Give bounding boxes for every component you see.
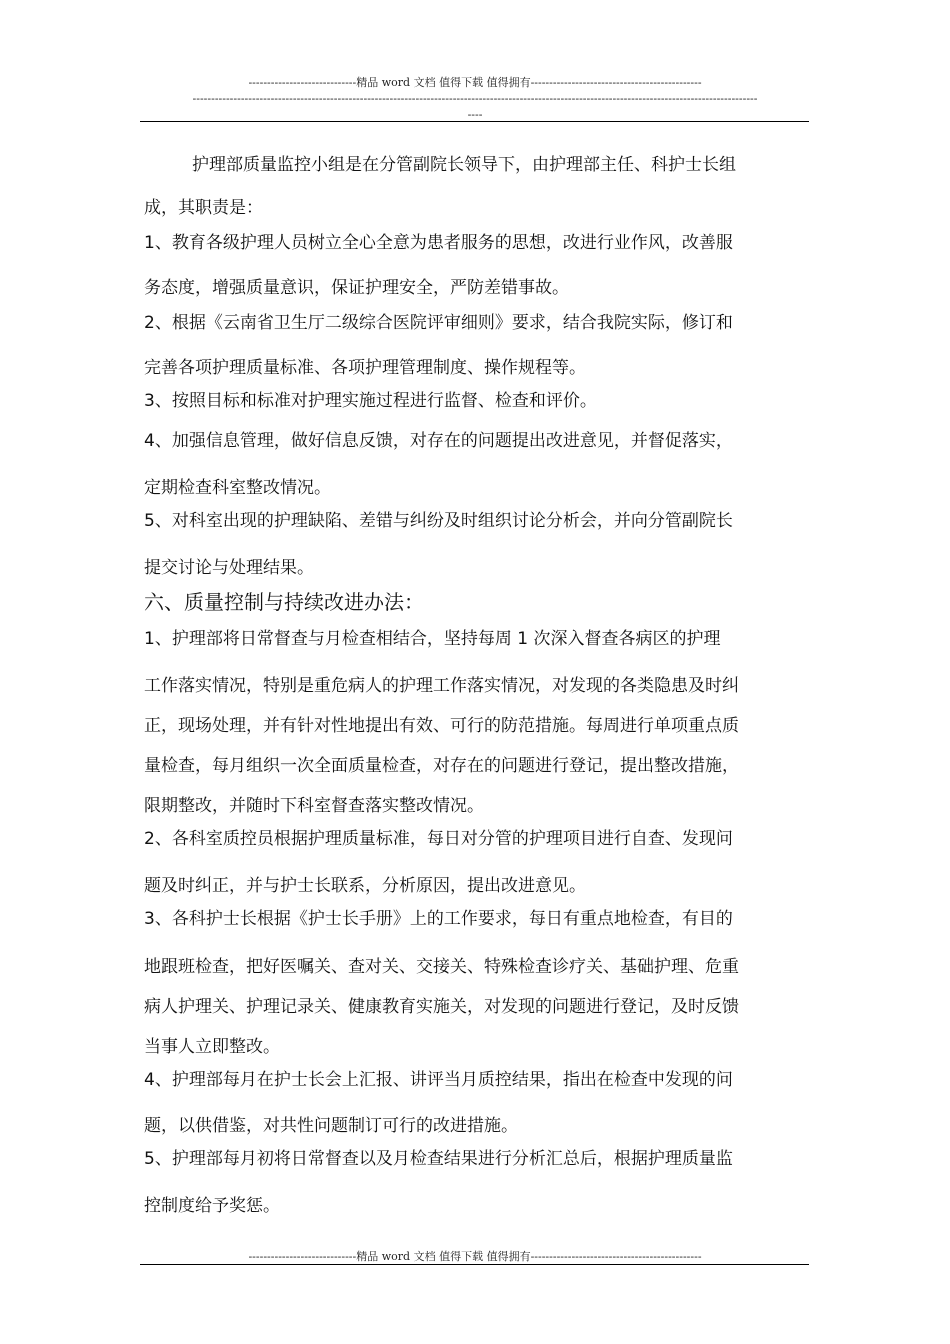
paragraph-line: 3、各科护士长根据《护士长手册》上的工作要求，每日有重点地检查，有目的 (144, 909, 733, 929)
header-banner: -----------------------------精品 word 文档 值得下载 值得拥有---------------------------------------------- (248, 76, 702, 89)
paragraph-line: 5、对科室出现的护理缺陷、差错与纠纷及时组织讨论分析会，并向分管副院长 (144, 511, 733, 531)
paragraph-line: 5、护理部每月初将日常督查以及月检查结果进行分析汇总后，根据护理质量监 (144, 1149, 733, 1169)
footer-rule (140, 1264, 809, 1265)
section-heading: 六、质量控制与持续改进办法： (144, 590, 424, 614)
paragraph-line: 工作落实情况，特别是重危病人的护理工作落实情况，对发现的各类隐患及时纠 (144, 676, 739, 696)
paragraph-line: 4、加强信息管理，做好信息反馈，对存在的问题提出改进意见，并督促落实， (144, 431, 733, 451)
footer-banner: -----------------------------精品 word 文档 值得下载 值得拥有---------------------------------------------- (248, 1250, 702, 1263)
paragraph-line: 提交讨论与处理结果。 (144, 558, 314, 578)
header-rule (140, 121, 809, 122)
paragraph-line: 1、教育各级护理人员树立全心全意为患者服务的思想，改进行业作风，改善服 (144, 233, 733, 253)
paragraph-line: 完善各项护理质量标准、各项护理管理制度、操作规程等。 (144, 358, 586, 378)
paragraph-line: 定期检查科室整改情况。 (144, 478, 331, 498)
paragraph-line: 3、按照目标和标准对护理实施过程进行监督、检查和评价。 (144, 391, 597, 411)
paragraph-line: 控制度给予奖惩。 (144, 1196, 280, 1216)
header-dashes-tail: ---- (467, 108, 483, 121)
paragraph-line: 护理部质量监控小组是在分管副院长领导下，由护理部主任、科护士长组 (192, 155, 736, 175)
paragraph-line: 务态度，增强质量意识，保证护理安全，严防差错事故。 (144, 278, 569, 298)
paragraph-line: 成，其职责是： (144, 198, 263, 218)
paragraph-line: 2、各科室质控员根据护理质量标准，每日对分管的护理项目进行自查、发现问 (144, 829, 733, 849)
paragraph-line: 正，现场处理，并有针对性地提出有效、可行的防范措施。每周进行单项重点质 (144, 716, 739, 736)
paragraph-line: 地跟班检查，把好医嘱关、查对关、交接关、特殊检查诊疗关、基础护理、危重 (144, 957, 739, 977)
paragraph-line: 4、护理部每月在护士长会上汇报、讲评当月质控结果，指出在检查中发现的问 (144, 1070, 733, 1090)
paragraph-line: 量检查，每月组织一次全面质量检查，对存在的问题进行登记，提出整改措施， (144, 756, 739, 776)
paragraph-line: 当事人立即整改。 (144, 1037, 280, 1057)
header-dashes: -------------------------------------------------------------------------------------------------------------------------------------------------------- (192, 92, 758, 105)
paragraph-line: 限期整改，并随时下科室督查落实整改情况。 (144, 796, 484, 816)
paragraph-line: 1、护理部将日常督查与月检查相结合，坚持每周 1 次深入督查各病区的护理 (144, 629, 721, 649)
paragraph-line: 2、根据《云南省卫生厅二级综合医院评审细则》要求，结合我院实际，修订和 (144, 313, 733, 333)
paragraph-line: 题及时纠正，并与护士长联系，分析原因，提出改进意见。 (144, 876, 586, 896)
paragraph-line: 病人护理关、护理记录关、健康教育实施关，对发现的问题进行登记，及时反馈 (144, 997, 739, 1017)
paragraph-line: 题，以供借鉴，对共性问题制订可行的改进措施。 (144, 1116, 518, 1136)
